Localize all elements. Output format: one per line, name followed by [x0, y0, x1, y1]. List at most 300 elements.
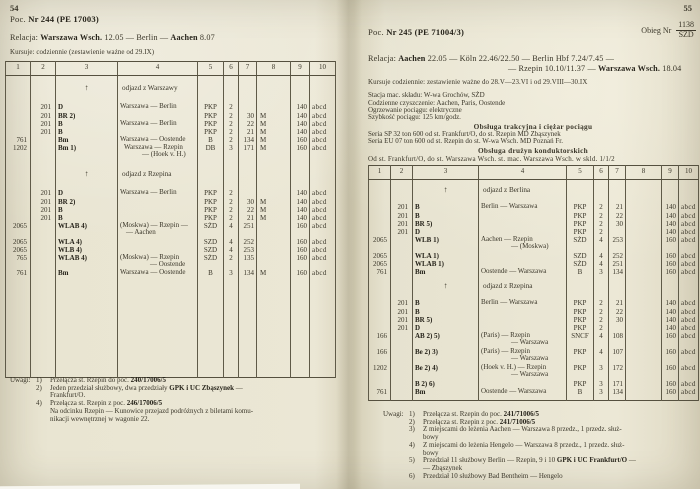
- text-run: 240/17006/5: [130, 376, 167, 384]
- owner-railway: SŻD: [567, 236, 594, 252]
- empty-cell: [31, 160, 56, 170]
- empty-cell: [567, 397, 594, 401]
- car-route: [479, 380, 567, 388]
- empty-cell: [118, 76, 198, 84]
- route-line: (Moskwa) — Rzepin —: [120, 221, 188, 229]
- route-line: Oostende — Warszawa: [481, 387, 547, 395]
- car-class: 4: [594, 348, 609, 364]
- group-number: [391, 260, 413, 268]
- empty-cell: [118, 278, 198, 377]
- car-class: 3: [224, 144, 239, 160]
- car-row: [6, 222, 336, 238]
- m-flag: [626, 203, 662, 212]
- car-row: [6, 238, 336, 246]
- empty-cell: [626, 282, 662, 294]
- empty-cell: [369, 397, 391, 401]
- max-speed: 160: [662, 380, 679, 388]
- car-type: WLAB 1): [413, 260, 479, 268]
- circuit-number: 761: [369, 388, 391, 397]
- note-line: [50, 385, 334, 393]
- m-flag: [626, 388, 662, 397]
- empty-cell: [310, 182, 336, 189]
- car-row: [6, 246, 336, 254]
- max-speed: 160: [662, 364, 679, 380]
- empty-cell: [6, 84, 31, 96]
- group-number: 201: [391, 203, 413, 212]
- page-right: [360, 0, 700, 489]
- section-label: odjazd z Rzepina: [118, 170, 198, 182]
- max-speed: 160: [662, 236, 679, 252]
- owner-railway: PKP: [567, 380, 594, 388]
- car-class: 2: [594, 203, 609, 212]
- note-number: 4): [409, 440, 415, 449]
- car-number: 22: [239, 120, 257, 128]
- text-run: 241/71006/5: [499, 417, 536, 426]
- car-route: [479, 236, 567, 252]
- route-line: Berlin — Warszawa: [481, 202, 538, 210]
- m-flag: [626, 212, 662, 220]
- consist-table-right: [368, 165, 699, 401]
- brake-marks: abcd: [310, 136, 336, 144]
- car-row: [369, 388, 699, 397]
- owner-railway: PKP: [567, 212, 594, 220]
- car-row: [369, 260, 699, 268]
- car-number: 171: [239, 144, 257, 160]
- note-text: [423, 473, 695, 481]
- brake-marks: abcd: [310, 128, 336, 136]
- note-line: [423, 426, 695, 434]
- car-type: BR 5): [413, 220, 479, 228]
- car-class: 4: [224, 246, 239, 254]
- empty-cell: [198, 278, 224, 377]
- empty-cell: [567, 282, 594, 294]
- car-number: 30: [609, 220, 626, 228]
- empty-cell: [257, 160, 291, 170]
- car-type: Be 2) 3): [413, 348, 479, 364]
- m-flag: [257, 222, 291, 238]
- column-header: 3: [56, 62, 118, 76]
- empty-cell: [198, 96, 224, 103]
- group-number: 201: [31, 128, 56, 136]
- text-run: nikacji wewnętrznej w wagonie 22.: [50, 414, 150, 423]
- car-route: [479, 212, 567, 220]
- conductor-title: Obsługa drużyn konduktorskich: [477, 146, 589, 155]
- car-type: Bm: [413, 268, 479, 276]
- circuit-number: [6, 198, 31, 206]
- circuit-number: 2065: [369, 236, 391, 252]
- empty-cell: [594, 186, 609, 198]
- note-item: [383, 473, 695, 481]
- circuit-number: 1202: [369, 364, 391, 380]
- empty-cell: [6, 160, 31, 170]
- route-line: Warszawa — Berlin: [120, 119, 177, 127]
- car-route: [118, 206, 198, 214]
- owner-railway: B: [567, 388, 594, 397]
- empty-cell: [224, 84, 239, 96]
- column-header: 8: [626, 166, 662, 180]
- spacer-row: [6, 160, 336, 170]
- speed-line: Szybkość pociągu: 125 km/godz.: [368, 113, 461, 121]
- car-class: 2: [594, 228, 609, 236]
- car-number: 22: [239, 206, 257, 214]
- m-flag: [626, 299, 662, 308]
- departure-arrow-icon: ↑: [56, 84, 118, 96]
- brake-marks: abcd: [679, 220, 699, 228]
- section-label: odjazd z Rzepina: [479, 282, 567, 294]
- car-class: 2: [224, 214, 239, 222]
- route-line: (Moskwa) — Rzepin: [120, 253, 180, 261]
- empty-cell: [257, 84, 291, 96]
- car-number: 22: [609, 212, 626, 220]
- circuit-number: 166: [369, 348, 391, 364]
- empty-cell: [257, 182, 291, 189]
- brake-marks: abcd: [310, 120, 336, 128]
- car-route: [118, 120, 198, 128]
- m-flag: M: [257, 206, 291, 214]
- service-note: Kursuje codziennie: zestawienie ważne do 28.V—23.VI i od 29.VIII—30.IX: [368, 79, 588, 86]
- car-row: [6, 254, 336, 270]
- car-class: 4: [594, 260, 609, 268]
- car-type: WLB 4): [56, 246, 118, 254]
- m-flag: M: [257, 136, 291, 144]
- car-row: [6, 269, 336, 278]
- route-line: — Warszawa: [511, 370, 549, 379]
- departure-arrow-icon: ↑: [413, 186, 479, 198]
- route-line: — Warszawa: [511, 338, 549, 347]
- car-number: 252: [239, 238, 257, 246]
- empty-cell: [413, 397, 479, 401]
- column-header: 10: [679, 166, 699, 180]
- car-number: 30: [609, 316, 626, 324]
- route-line: — (Hoek v. H.): [142, 150, 186, 159]
- brake-marks: abcd: [310, 222, 336, 238]
- relation-line-2: [508, 64, 681, 73]
- car-type: D: [413, 324, 479, 332]
- car-row: [6, 103, 336, 112]
- car-class: 3: [594, 380, 609, 388]
- car-class: 4: [594, 332, 609, 348]
- car-route: [118, 222, 198, 238]
- empty-cell: [56, 76, 118, 84]
- car-row: [6, 206, 336, 214]
- column-header: 3: [413, 166, 479, 180]
- car-class: 2: [224, 103, 239, 112]
- empty-cell: [679, 397, 699, 401]
- relation-line-1: [368, 54, 614, 63]
- brake-marks: abcd: [310, 238, 336, 246]
- car-route: [479, 316, 567, 324]
- text-run: —: [234, 383, 243, 392]
- filler-row: [369, 397, 699, 401]
- empty-cell: [291, 170, 310, 182]
- empty-cell: [56, 96, 118, 103]
- empty-cell: [594, 397, 609, 401]
- group-number: [31, 246, 56, 254]
- brake-marks: abcd: [679, 308, 699, 316]
- obieg-bottom: SŻD: [678, 29, 694, 39]
- consist-table-left: [5, 61, 336, 378]
- column-header: 7: [609, 166, 626, 180]
- car-row: [6, 189, 336, 198]
- car-route: [479, 203, 567, 212]
- brake-marks: abcd: [679, 260, 699, 268]
- car-row: [369, 348, 699, 364]
- max-speed: 160: [291, 222, 310, 238]
- table-header-row: [369, 166, 699, 180]
- car-row: [369, 380, 699, 388]
- empty-cell: [224, 76, 239, 84]
- car-route: [118, 269, 198, 278]
- max-speed: 160: [662, 252, 679, 260]
- owner-railway: PKP: [198, 189, 224, 198]
- empty-cell: [198, 170, 224, 182]
- owner-railway: SZD: [567, 252, 594, 260]
- empty-cell: [56, 160, 118, 170]
- car-class: 4: [594, 252, 609, 260]
- owner-railway: PKP: [567, 228, 594, 236]
- car-route: [118, 103, 198, 112]
- group-number: [31, 144, 56, 160]
- empty-cell: [31, 182, 56, 189]
- car-number: 107: [609, 348, 626, 364]
- empty-cell: [291, 278, 310, 377]
- owner-railway: PKP: [198, 198, 224, 206]
- car-class: 2: [594, 316, 609, 324]
- filler-row: [6, 278, 336, 377]
- empty-cell: [391, 186, 413, 198]
- section-row: [369, 186, 699, 198]
- brake-marks: abcd: [679, 212, 699, 220]
- home-station-line: Stacja mac. składu: W-wa Grochów, SŻD: [368, 91, 485, 99]
- car-type: Bm 1): [56, 144, 118, 160]
- owner-railway: PKP: [567, 203, 594, 212]
- note-number: 1): [36, 376, 42, 384]
- max-speed: 160: [291, 238, 310, 246]
- car-route: [479, 268, 567, 276]
- empty-cell: [291, 160, 310, 170]
- column-header: 9: [662, 166, 679, 180]
- car-number: 134: [609, 268, 626, 276]
- column-header: 2: [31, 62, 56, 76]
- empty-cell: [369, 282, 391, 294]
- max-speed: 160: [291, 136, 310, 144]
- service-note: Kursuje: codziennie (zestawienie ważne od 29.IX): [10, 49, 155, 56]
- note-number: 2): [36, 383, 42, 392]
- car-class: 3: [594, 364, 609, 380]
- brake-marks: abcd: [679, 299, 699, 308]
- car-number: [239, 189, 257, 198]
- text-run: Warszawa Wsch.: [40, 33, 103, 42]
- empty-cell: [679, 186, 699, 198]
- text-run: bowy: [423, 433, 439, 442]
- brake-marks: abcd: [679, 203, 699, 212]
- m-flag: M: [257, 144, 291, 160]
- max-speed: 140: [662, 212, 679, 220]
- car-type: AB 2) 5): [413, 332, 479, 348]
- empty-cell: [198, 182, 224, 189]
- car-route: [479, 324, 567, 332]
- empty-cell: [6, 278, 31, 377]
- brake-marks: abcd: [679, 252, 699, 260]
- car-row: [6, 214, 336, 222]
- car-number: 134: [239, 269, 257, 278]
- owner-railway: SNCF: [567, 332, 594, 348]
- group-number: [391, 332, 413, 348]
- owner-railway: PKP: [567, 348, 594, 364]
- route-line: Warszawa — Oostende: [120, 135, 186, 143]
- table-header-row: [6, 62, 336, 76]
- car-row: [6, 112, 336, 120]
- departure-arrow-icon: ↑: [413, 282, 479, 294]
- note-item: [383, 457, 695, 472]
- car-type: Bm: [56, 136, 118, 144]
- car-class: 2: [224, 136, 239, 144]
- car-row: [369, 252, 699, 260]
- car-route: [118, 198, 198, 206]
- m-flag: [626, 228, 662, 236]
- car-route: [479, 220, 567, 228]
- group-number: [31, 238, 56, 246]
- column-header: 9: [291, 62, 310, 76]
- brake-marks: abcd: [679, 268, 699, 276]
- owner-railway: SŻD: [567, 260, 594, 268]
- empty-cell: [310, 160, 336, 170]
- car-route: [118, 238, 198, 246]
- text-run: Z miejscami do leżenia Hengelo — Warszawa 8 przedz., 1 przedz. służ-: [423, 440, 625, 449]
- circuit-number: 1202: [6, 144, 31, 160]
- circuit-number: [369, 220, 391, 228]
- note-number: 3): [409, 425, 415, 434]
- car-class: 2: [224, 206, 239, 214]
- traction-title: Obsługa trakcyjna i ciężar pociągu: [473, 122, 593, 131]
- car-type: BR 2): [56, 112, 118, 120]
- car-class: 2: [224, 112, 239, 120]
- owner-railway: SŻD: [198, 254, 224, 270]
- empty-cell: [679, 282, 699, 294]
- route-line: (Paris) — Rzepin: [481, 347, 530, 355]
- notes-block: [10, 377, 334, 423]
- text-run: Przełącza st. Rzepin z poc.: [423, 417, 500, 426]
- empty-cell: [239, 76, 257, 84]
- empty-cell: [6, 96, 31, 103]
- owner-railway: B: [567, 268, 594, 276]
- car-type: Be 2) 4): [413, 364, 479, 380]
- car-number: 251: [239, 222, 257, 238]
- max-speed: 140: [291, 120, 310, 128]
- note-text: [50, 400, 334, 423]
- m-flag: [626, 220, 662, 228]
- circuit-number: [369, 316, 391, 324]
- note-number: 6): [409, 471, 415, 480]
- note-number: 4): [36, 399, 42, 408]
- car-number: [239, 103, 257, 112]
- group-number: 201: [391, 299, 413, 308]
- empty-cell: [31, 170, 56, 182]
- train-title: [10, 14, 99, 24]
- spacer-row: [6, 182, 336, 189]
- group-number: 201: [391, 324, 413, 332]
- obieg-label: Obieg Nr: [641, 25, 672, 35]
- brake-marks: abcd: [679, 324, 699, 332]
- column-header: 1: [6, 62, 31, 76]
- note-line: [423, 473, 695, 481]
- empty-cell: [118, 182, 198, 189]
- route-line: (Hoek v. H.) — Rzepin: [481, 363, 547, 371]
- car-type: WLAB 4): [56, 254, 118, 270]
- car-type: WLAB 4): [56, 222, 118, 238]
- car-class: 2: [594, 220, 609, 228]
- circuit-number: [369, 228, 391, 236]
- empty-cell: [609, 397, 626, 401]
- group-number: 201: [31, 206, 56, 214]
- empty-cell: [224, 96, 239, 103]
- note-item: [10, 400, 334, 423]
- brake-marks: abcd: [679, 332, 699, 348]
- empty-cell: [56, 182, 118, 189]
- circuit-number: 166: [369, 332, 391, 348]
- owner-railway: SZD: [198, 246, 224, 254]
- circuit-number: [369, 212, 391, 220]
- max-speed: 140: [662, 316, 679, 324]
- car-route: [118, 254, 198, 270]
- text-run: Relacja:: [368, 54, 399, 63]
- group-number: [31, 254, 56, 270]
- car-row: [369, 324, 699, 332]
- empty-cell: [310, 84, 336, 96]
- car-route: [118, 112, 198, 120]
- car-number: 30: [239, 112, 257, 120]
- empty-cell: [6, 170, 31, 182]
- spacer-row: [6, 96, 336, 103]
- car-row: [6, 198, 336, 206]
- column-header: 7: [239, 62, 257, 76]
- car-class: 2: [224, 189, 239, 198]
- car-number: 108: [609, 332, 626, 348]
- owner-railway: SŻD: [198, 222, 224, 238]
- brake-marks: abcd: [310, 214, 336, 222]
- empty-cell: [257, 96, 291, 103]
- car-number: 134: [609, 388, 626, 397]
- heating-line: Ogrzewanie pociągu: elektryczne: [368, 106, 462, 114]
- note-number: 1): [409, 410, 415, 418]
- empty-cell: [224, 182, 239, 189]
- car-row: [6, 144, 336, 160]
- circuit-number: 2065: [369, 252, 391, 260]
- cleaning-line: Codzienne czyszczenie: Aachen, Paris, Oostende: [368, 99, 506, 107]
- text-run: — Zbąszynek: [423, 463, 463, 472]
- circulation-number: [641, 21, 696, 39]
- max-speed: 160: [662, 332, 679, 348]
- group-number: [391, 380, 413, 388]
- car-type: B: [413, 203, 479, 212]
- empty-cell: [626, 186, 662, 198]
- text-run: Nr 245 (PE 71004/3): [386, 27, 465, 37]
- car-number: 21: [609, 203, 626, 212]
- circuit-number: 2065: [369, 260, 391, 268]
- column-header: 1: [369, 166, 391, 180]
- owner-railway: PKP: [567, 299, 594, 308]
- group-number: 201: [31, 189, 56, 198]
- m-flag: M: [257, 198, 291, 206]
- car-type: B: [56, 120, 118, 128]
- page-left: [5, 0, 336, 489]
- empty-cell: [594, 282, 609, 294]
- text-run: Frankfurt/O.: [50, 391, 86, 400]
- notes-block: [383, 411, 695, 480]
- brake-marks: abcd: [310, 112, 336, 120]
- max-speed: 160: [662, 348, 679, 364]
- empty-cell: [31, 76, 56, 84]
